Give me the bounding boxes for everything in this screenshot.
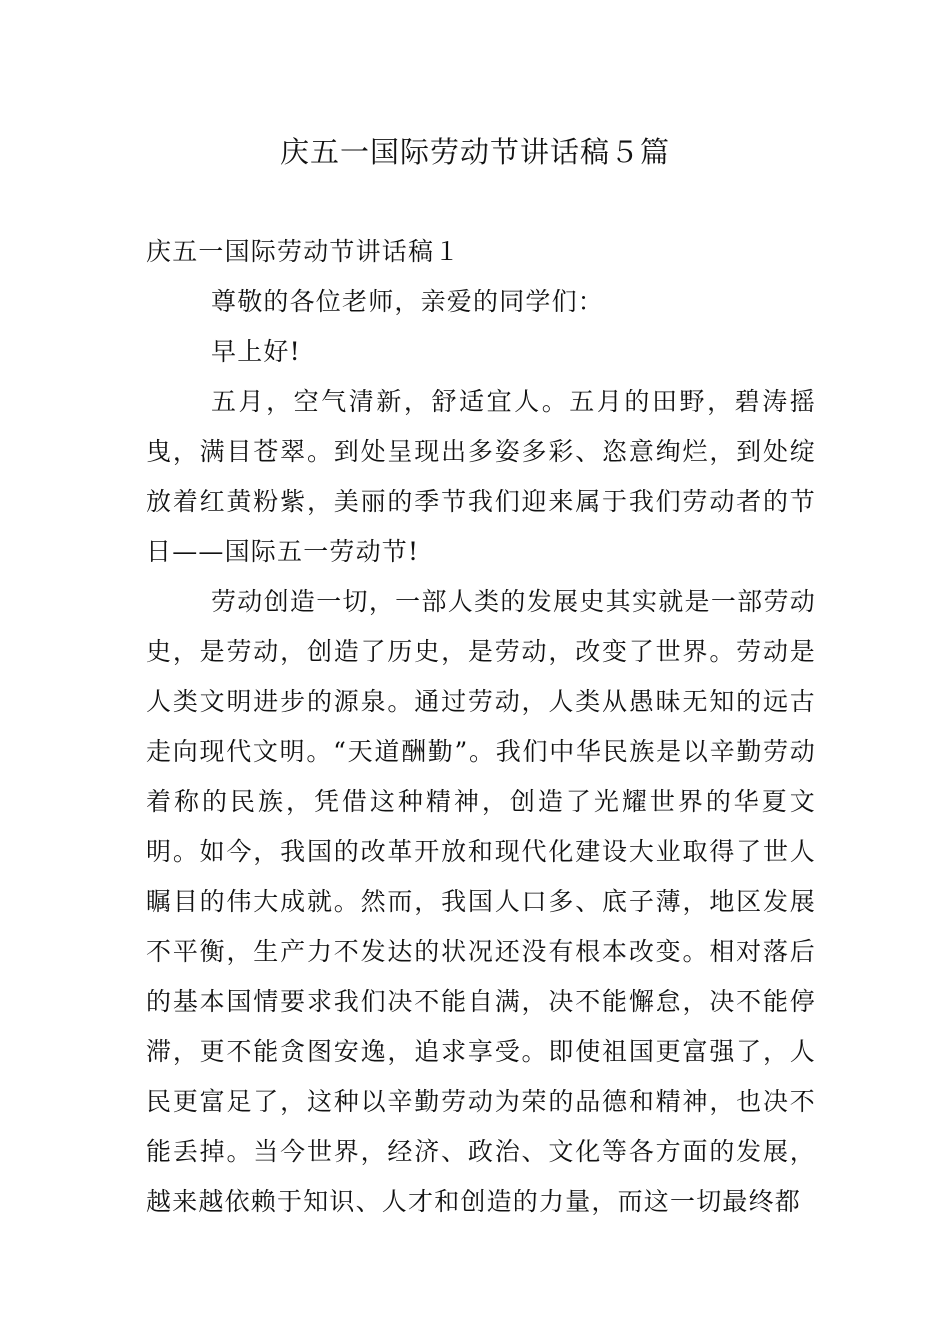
salutation: 尊敬的各位老师，亲爱的同学们： [211,287,605,316]
paragraph-labor: 劳动创造一切，一部人类的发展史其实就是一部劳动史，是劳动，创造了历史，是劳动，改变了世界。劳动是人类文明进步的源泉。通过劳动，人类从愚昧无知的远古走向现代文明。“天道酬勤”。我们中华民族是以辛勤劳动着称的民族，凭借这种精神，创造了光耀世界的华夏文明。如今，我国的改革开放和现代化建设大业取得了世人瞩目的伟大成就。然而，我国人口多、底子薄，地区发展不平衡，生产力不发达的状况还没有根本改变。相对落后的基本国情要求我们决不能自满，决不能懈怠，决不能停滞，更不能贪图安逸，追求享受。即使祖国更富强了，人民更富足了，这种以辛勤劳动为荣的品德和精神，也决不能丢掉。当今世界，经济、政治、文化等各方面的发展，越来越依赖于知识、人才和创造的力量，而这一切最终都 [146,587,816,1216]
document-body [146,227,816,1227]
speech-subtitle: 庆五一国际劳动节讲话稿１ [146,237,461,266]
greeting: 早上好! [211,337,301,366]
paragraph-may: 五月，空气清新，舒适宜人。五月的田野，碧涛摇曳，满目苍翠。到处呈现出多姿多彩、恣意绚烂，到处绽放着红黄粉紫，美丽的季节我们迎来属于我们劳动者的节日——国际五一劳动节! [146,387,816,566]
document-title: 庆五一国际劳动节讲话稿５篇 [279,135,670,169]
